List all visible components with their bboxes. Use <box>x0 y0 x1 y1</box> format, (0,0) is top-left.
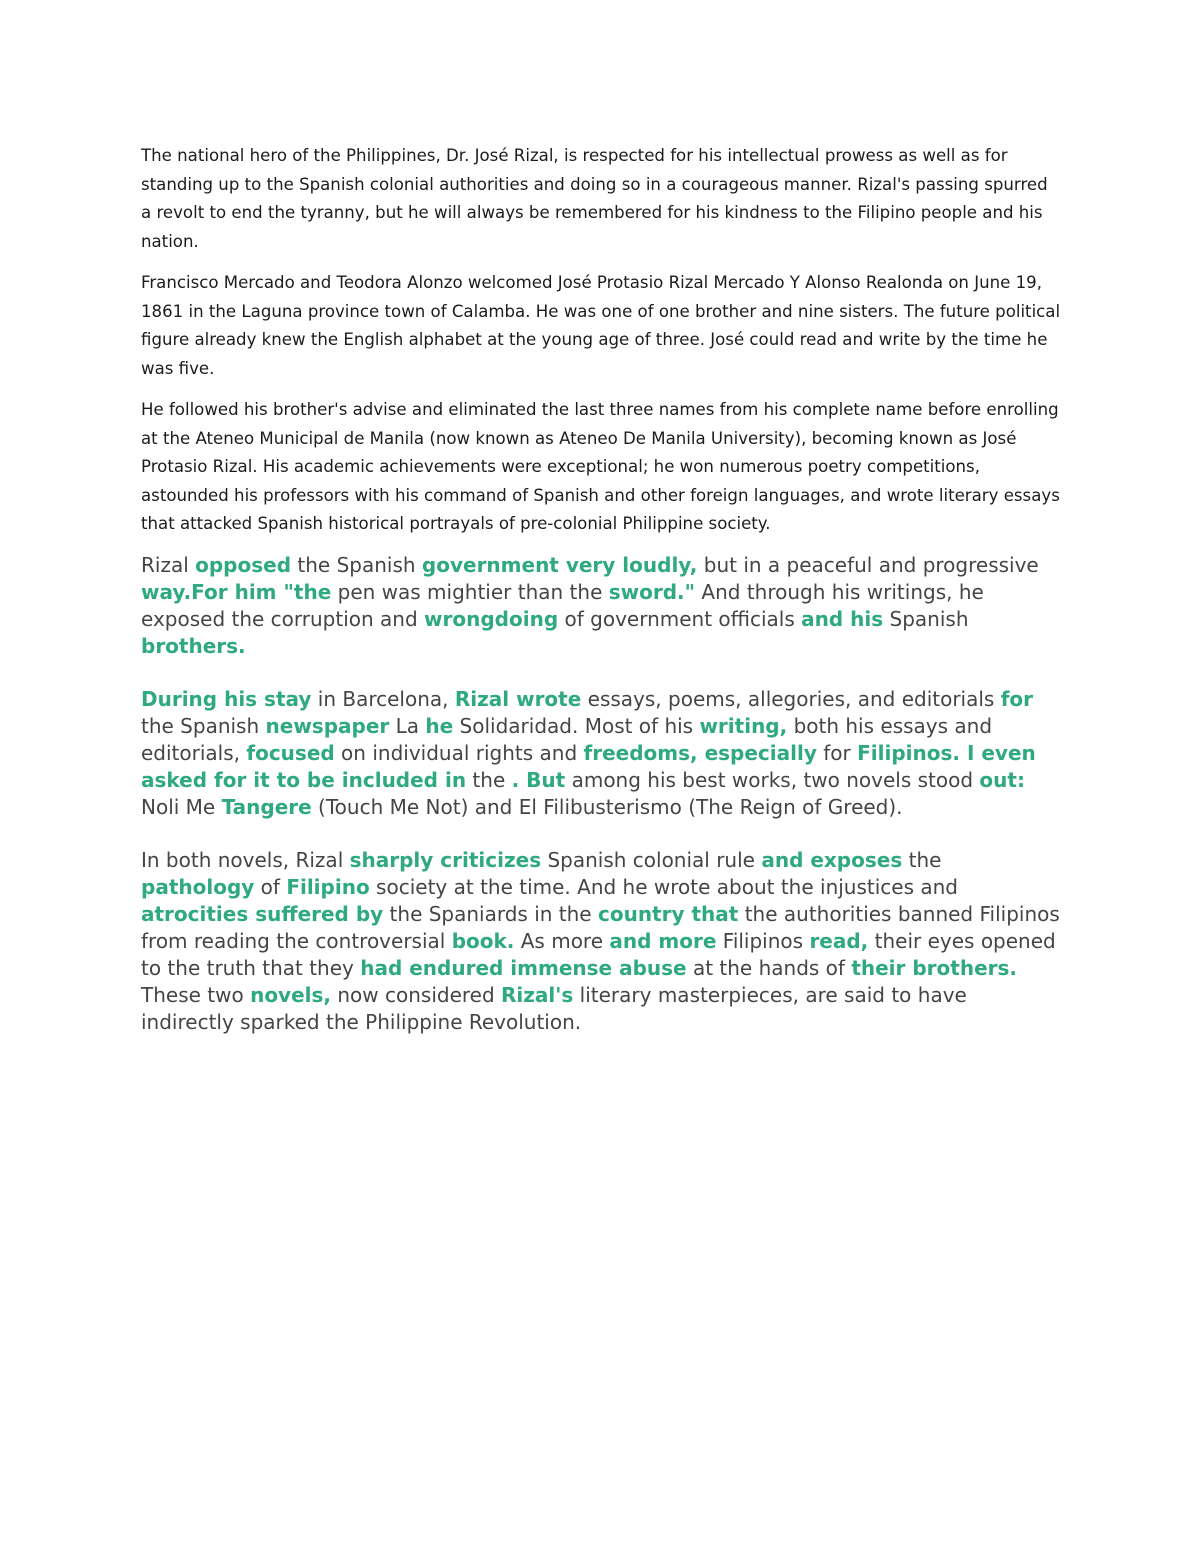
highlighted-text: had endured immense abuse <box>360 955 687 980</box>
text-segment: of government officials <box>558 606 802 631</box>
paragraph-6 <box>141 847 1061 1036</box>
highlighted-text: their brothers. <box>851 955 1018 980</box>
text-segment: Spanish <box>883 606 969 631</box>
text-segment: Spanish colonial rule <box>541 847 762 872</box>
highlighted-text: During his stay <box>141 686 312 711</box>
text-segment: pen was mightier than the <box>331 579 609 604</box>
text-segment: the <box>902 847 942 872</box>
paragraph-4 <box>141 552 1061 660</box>
paragraph-1 <box>141 142 1061 256</box>
highlighted-text: . But <box>511 767 566 792</box>
text-segment: Solidaridad. Most of his <box>453 713 700 738</box>
highlighted-text: sword." <box>608 579 696 604</box>
highlighted-text: Tangere <box>221 794 312 819</box>
highlighted-text: freedoms, especially <box>583 740 817 765</box>
paragraph-2 <box>141 269 1061 383</box>
highlighted-text: novels, <box>250 982 332 1007</box>
text-segment: both his essays and editorials, <box>141 713 993 765</box>
highlighted-text: opposed <box>195 552 292 577</box>
text-segment: of <box>254 874 287 899</box>
text-segment: in Barcelona, <box>311 686 455 711</box>
text-segment: but in a peaceful and progressive <box>697 552 1039 577</box>
highlighted-text: and exposes <box>761 847 903 872</box>
text-segment: The national hero of the Philippines, Dr. José Rizal, is respected for his intellectual prowess as well as for standing up to the Spanish colonial authorities and doing so in a courageous manner. Rizal's passing spurred a revolt to end the tyranny, but he will always be remembered for his kindness to the Filipino people and his nation. <box>141 146 1048 251</box>
highlighted-text: and his <box>801 606 884 631</box>
highlighted-text: brothers. <box>141 633 246 658</box>
text-segment: for <box>816 740 858 765</box>
text-segment: La <box>389 713 426 738</box>
highlighted-text: writing, <box>699 713 788 738</box>
text-segment: literary masterpieces, are said to have indirectly sparked the Philippine Revolution. <box>141 982 967 1034</box>
text-segment: the Spaniards in the <box>383 901 598 926</box>
text-segment: Filipinos <box>716 928 810 953</box>
highlighted-text: for <box>1000 686 1034 711</box>
highlighted-text: wrongdoing <box>424 606 559 631</box>
text-segment: Rizal <box>141 552 196 577</box>
text-segment: As more <box>514 928 610 953</box>
text-segment: These two <box>141 982 251 1007</box>
highlighted-text: and more <box>609 928 717 953</box>
text-segment: the authorities banned Filipinos from reading the controversial <box>141 901 1060 953</box>
highlighted-text: Rizal wrote <box>454 686 582 711</box>
highlighted-text: Rizal's <box>501 982 574 1007</box>
text-segment: on individual rights and <box>334 740 584 765</box>
highlighted-text: read, <box>809 928 869 953</box>
text-segment: at the hands of <box>686 955 852 980</box>
text-segment: the Spanish <box>291 552 422 577</box>
highlighted-text: country that <box>597 901 739 926</box>
text-segment: the Spanish <box>141 713 266 738</box>
text-segment: among his best works, two novels stood <box>565 767 980 792</box>
text-segment: the <box>466 767 512 792</box>
text-segment: Francisco Mercado and Teodora Alonzo welcomed José Protasio Rizal Mercado Y Alonso Realonda on June 19, 1861 in the Laguna province town of Calamba. He was one of one brother and nine sisters. The future political figure already knew the English alphabet at the young age of three. José could read and write by the time he was five. <box>141 273 1061 378</box>
text-segment: And through his writings, he exposed the corruption and <box>141 579 984 631</box>
text-segment: He followed his brother's advise and eliminated the last three names from his complete name before enrolling at the Ateneo Municipal de Manila (now known as Ateneo De Manila University), becoming known as José Protasio Rizal. His academic achievements were exceptional; he won numerous poetry competitions, astounded his professors with his command of Spanish and other foreign languages, and wrote literary essays that attacked Spanish historical portrayals of pre-colonial Philippine society. <box>141 400 1060 533</box>
text-segment: (Touch Me Not) and El Filibusterismo (The Reign of Greed). <box>311 794 903 819</box>
text-segment: essays, poems, allegories, and editorials <box>581 686 1001 711</box>
text-segment: Noli Me <box>141 794 222 819</box>
text-segment: society at the time. And he wrote about the injustices and <box>369 874 959 899</box>
highlighted-text: Filipino <box>286 874 370 899</box>
highlighted-text: pathology <box>141 874 255 899</box>
highlighted-text: book. <box>451 928 515 953</box>
text-segment: now considered <box>331 982 502 1007</box>
highlighted-text: sharply criticizes <box>349 847 542 872</box>
text-segment: In both novels, Rizal <box>141 847 350 872</box>
document-body <box>141 142 1061 1062</box>
highlighted-text: government very loudly, <box>421 552 698 577</box>
text-segment: their eyes opened to the truth that they <box>141 928 1056 980</box>
paragraph-5 <box>141 686 1061 821</box>
highlighted-text: way.For him "the <box>141 579 332 604</box>
highlighted-text: he <box>425 713 454 738</box>
highlighted-text: focused <box>246 740 335 765</box>
highlighted-text: Filipinos. I even asked for it to be included in <box>141 740 1036 792</box>
highlighted-text: out: <box>979 767 1025 792</box>
highlighted-text: newspaper <box>265 713 390 738</box>
highlighted-text: atrocities suffered by <box>141 901 384 926</box>
paragraph-3 <box>141 396 1061 539</box>
